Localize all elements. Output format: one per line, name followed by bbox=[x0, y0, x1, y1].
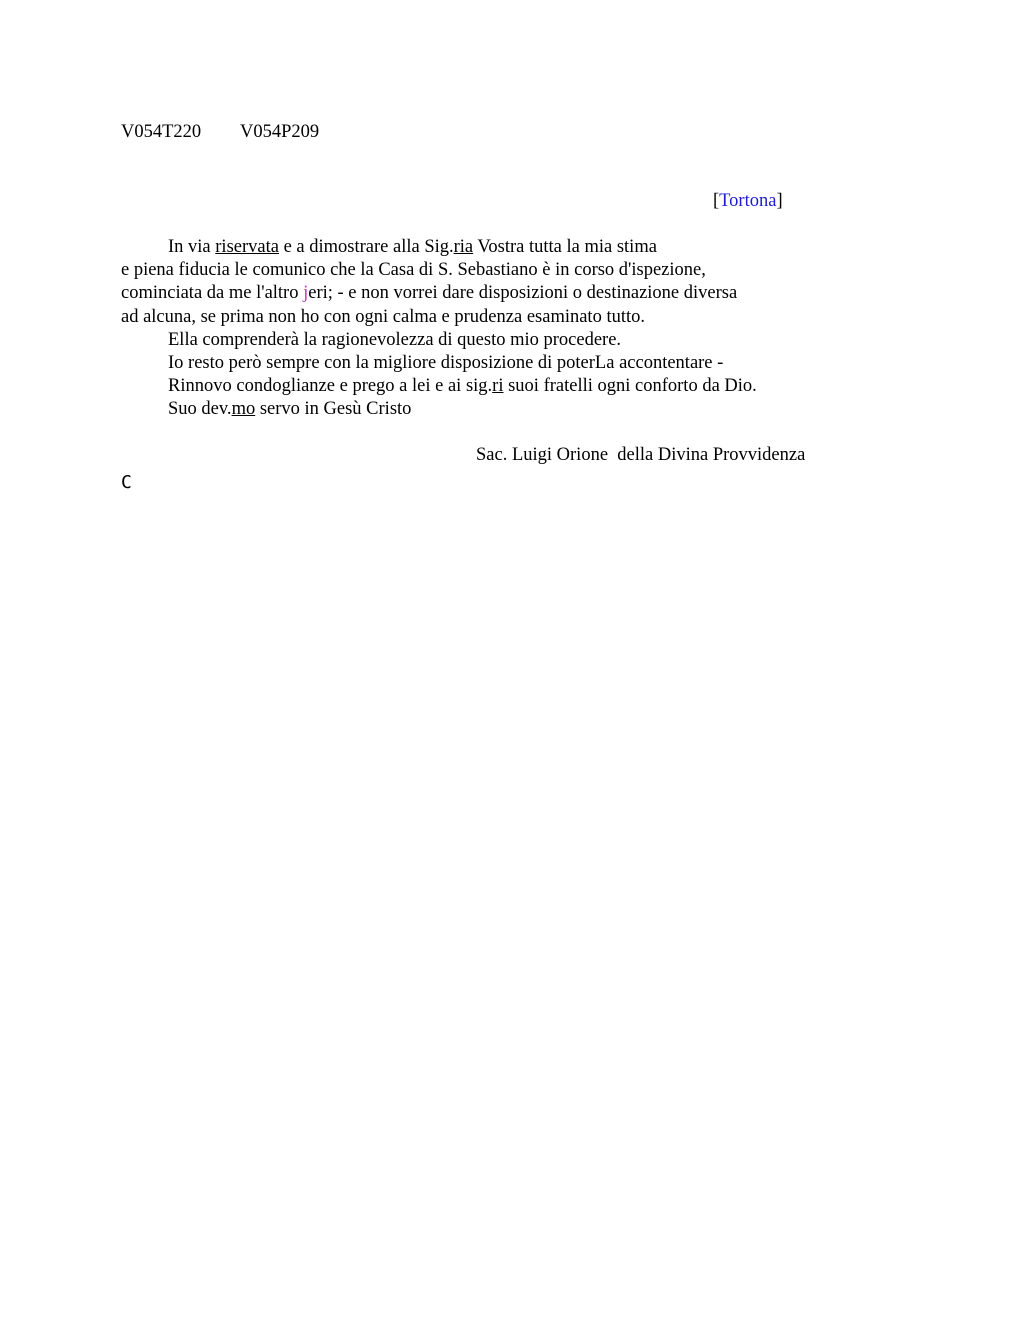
highlighted-letter: j bbox=[303, 283, 309, 304]
text-segment: In via bbox=[168, 237, 216, 257]
text-segment: servo in Gesù Cristo bbox=[255, 399, 412, 420]
letter-line-7 bbox=[121, 375, 841, 398]
close-bracket: ] bbox=[776, 191, 783, 211]
underlined-abbreviation: ri bbox=[492, 376, 504, 397]
text-segment: Vostra tutta la mia stima bbox=[473, 237, 657, 257]
place-heading bbox=[713, 190, 783, 213]
letter-line-2: e piena fiducia le comunico che la Casa di S. Sebastiano è in corso d'ispezione, bbox=[121, 260, 706, 281]
letter-line-1 bbox=[121, 236, 841, 259]
text-segment: suoi fratelli ogni conforto da Dio. bbox=[503, 376, 757, 397]
text-segment: Rinnovo condoglianze e prego a lei e ai sig. bbox=[168, 376, 493, 397]
text-segment: cominciata da me l'altro bbox=[121, 283, 304, 304]
text-segment: eri; - e non vorrei dare disposizioni o destinazione diversa bbox=[308, 283, 738, 304]
letter-line-8 bbox=[121, 398, 841, 421]
letter-line-6: Io resto però sempre con la migliore disposizione di poterLa accontentare - bbox=[168, 353, 724, 374]
letter-line-4: ad alcuna, se prima non ho con ogni calma e prudenza esaminato tutto. bbox=[121, 306, 645, 327]
letter-body bbox=[121, 236, 841, 422]
underlined-word: riservata bbox=[215, 237, 279, 257]
underlined-abbreviation: mo bbox=[231, 399, 256, 420]
underlined-abbreviation: ria bbox=[453, 237, 474, 257]
text-segment: e a dimostrare alla Sig. bbox=[278, 237, 454, 257]
letter-line-3 bbox=[121, 282, 841, 305]
place-name: Tortona bbox=[719, 191, 777, 211]
text-segment: Suo dev. bbox=[168, 399, 232, 420]
open-bracket: [ bbox=[713, 191, 720, 211]
letter-line-5: Ella comprenderà la ragionevolezza di questo mio procedere. bbox=[168, 329, 622, 350]
footer-mark: C bbox=[121, 472, 132, 493]
reference-code-t: V054T220 bbox=[121, 122, 202, 142]
reference-code-p: V054P209 bbox=[240, 122, 320, 142]
signature: Sac. Luigi Orione della Divina Provvidenza bbox=[476, 445, 806, 465]
